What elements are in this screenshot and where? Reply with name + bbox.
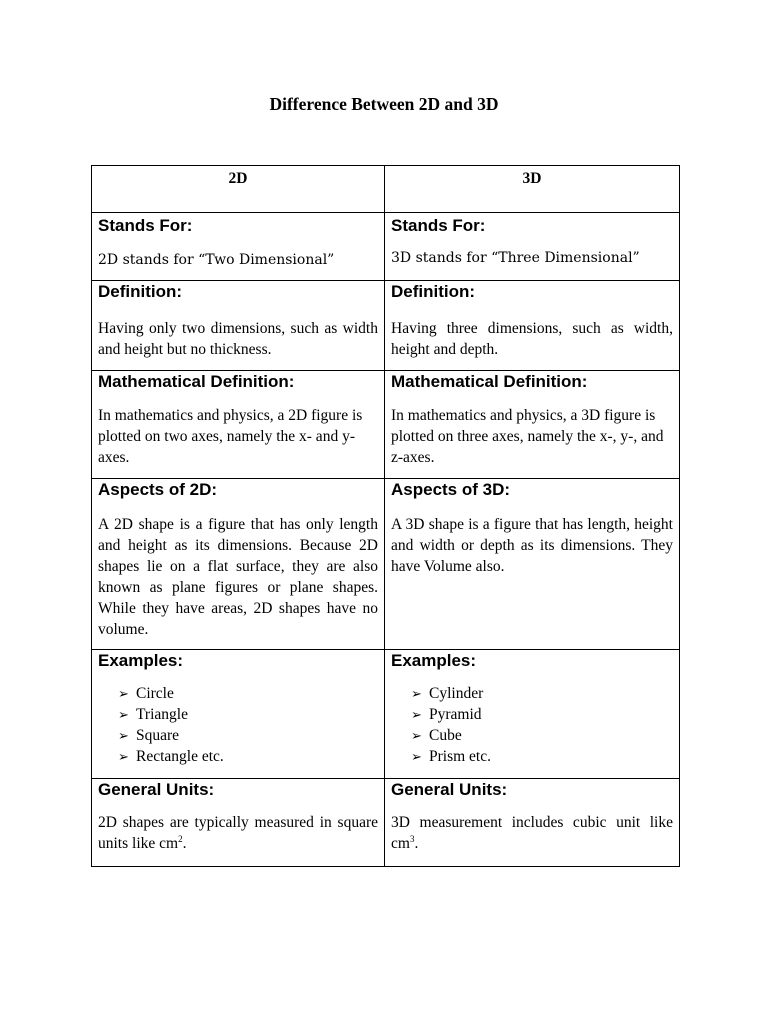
row-label: Aspects of 2D: (98, 480, 218, 499)
table-row (92, 779, 680, 867)
column-header-2d: 2D (92, 166, 385, 213)
cell-text: 2D shapes are typically measured in square units like $cm^2$. (98, 814, 378, 852)
cell-math-definition-2d (92, 371, 385, 479)
row-label: Mathematical Definition: (98, 372, 295, 391)
table-row (92, 650, 680, 779)
list-item: ➢ Prism etc. (411, 748, 491, 765)
list-item: ➢ Rectangle etc. (118, 748, 224, 765)
row-label: Examples: (391, 651, 477, 670)
comparison-table (91, 165, 680, 867)
list-item: ➢ Cylinder (411, 685, 484, 702)
page-title: Difference Between 2D and 3D (269, 94, 499, 114)
row-label: Aspects of 3D: (391, 480, 511, 499)
cell-text: Having three dimensions, such as width, height and depth. (391, 320, 673, 358)
row-label: Examples: (98, 651, 184, 670)
cell-examples-3d (385, 650, 680, 779)
table-row (92, 281, 680, 371)
arrow-bullet-icon: ➢ (118, 728, 129, 743)
arrow-bullet-icon: ➢ (118, 686, 129, 701)
table-row (92, 371, 680, 479)
arrow-bullet-icon: ➢ (118, 749, 129, 764)
arrow-bullet-icon: ➢ (411, 686, 422, 701)
table-header-row (92, 166, 680, 213)
list-item: ➢ Cube (411, 727, 462, 744)
cell-text: In mathematics and physics, a 2D figure is plotted on two axes, namely the x- and y-axes. (98, 407, 363, 466)
cell-text: 3D measurement includes cubic unit like $cm^3$. (391, 814, 673, 852)
table-row (92, 479, 680, 650)
cell-text: 2D stands for “Two Dimensional” (98, 252, 335, 268)
examples-list-2d (98, 683, 378, 767)
list-item: ➢ Pyramid (411, 706, 482, 723)
row-label: Stands For: (98, 216, 193, 235)
list-item: ➢ Square (118, 727, 180, 744)
cell-definition-2d (92, 281, 385, 371)
cell-units-3d (385, 779, 680, 867)
row-label: Stands For: (391, 216, 486, 235)
examples-list-3d (391, 683, 673, 767)
row-label: Definition: (391, 282, 476, 301)
cell-text: A 3D shape is a figure that has length, height and width or depth as its dimensions. They have Volume also. (391, 516, 673, 575)
cell-aspects-2d (92, 479, 385, 650)
cell-text: 3D stands for “Three Dimensional” (391, 250, 640, 266)
list-item: ➢ Circle (118, 685, 174, 702)
arrow-bullet-icon: ➢ (118, 707, 129, 722)
row-label: Definition: (98, 282, 183, 301)
row-label: General Units: (98, 780, 215, 799)
list-item: ➢ Triangle (118, 706, 188, 723)
cell-examples-2d (92, 650, 385, 779)
table-row (92, 213, 680, 281)
cell-stands-for-3d (385, 213, 680, 281)
cell-text: In mathematics and physics, a 3D figure is plotted on three axes, namely the x-, y-, and z-axes. (391, 407, 664, 466)
cell-stands-for-2d (92, 213, 385, 281)
row-label: Mathematical Definition: (391, 372, 588, 391)
row-label: General Units: (391, 780, 508, 799)
cell-aspects-3d (385, 479, 680, 650)
cell-math-definition-3d (385, 371, 680, 479)
cell-definition-3d (385, 281, 680, 371)
column-header-3d: 3D (385, 166, 680, 213)
cell-units-2d (92, 779, 385, 867)
cell-text: Having only two dimensions, such as width and height but no thickness. (98, 320, 378, 358)
arrow-bullet-icon: ➢ (411, 749, 422, 764)
arrow-bullet-icon: ➢ (411, 707, 422, 722)
cell-text: A 2D shape is a figure that has only length and height as its dimensions. Because 2D shapes lie on a flat surface, they are also known as plane figures or plane shapes. While they have areas, 2D shapes have no volume. (98, 516, 378, 638)
arrow-bullet-icon: ➢ (411, 728, 422, 743)
